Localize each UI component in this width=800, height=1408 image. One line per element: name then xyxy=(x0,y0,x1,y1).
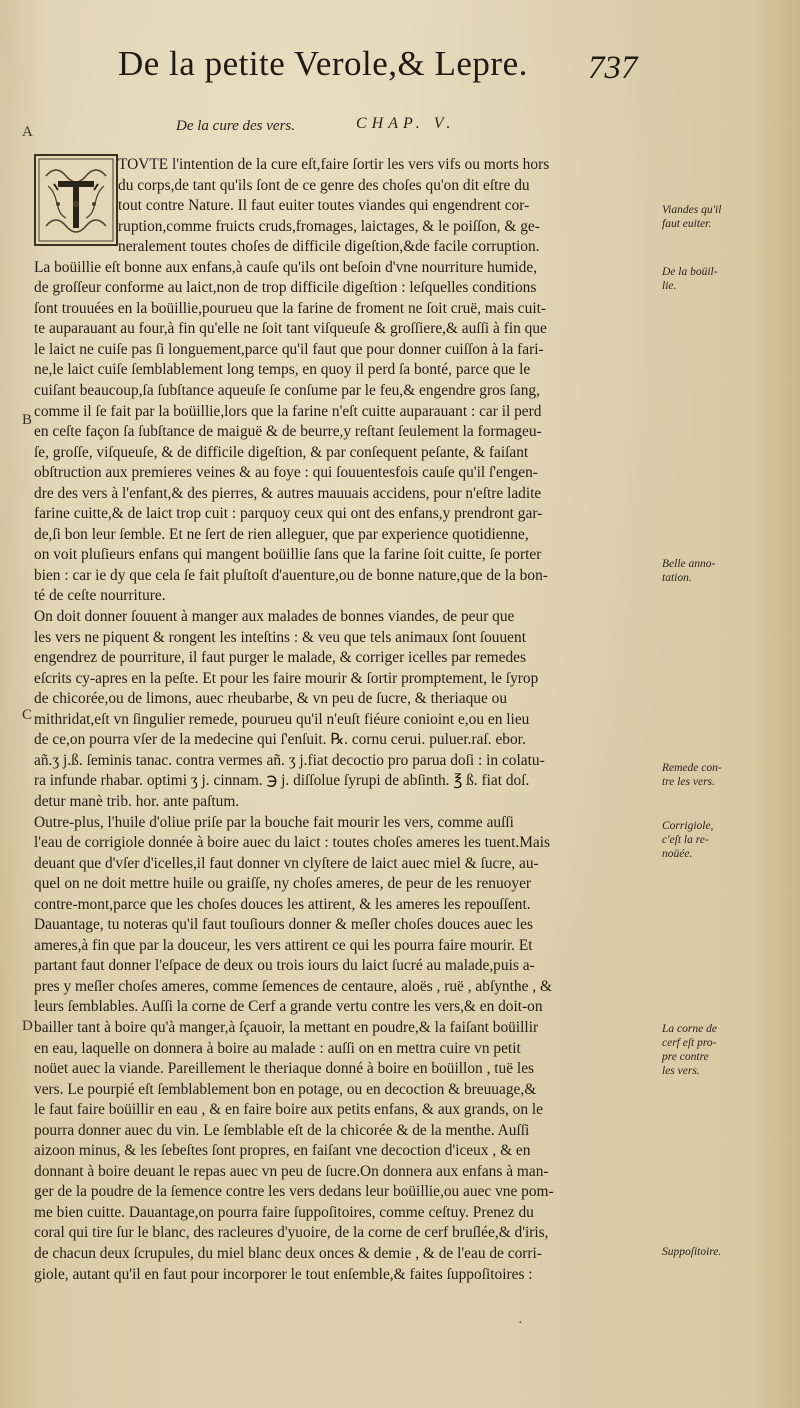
section-letter-d: D xyxy=(22,1018,33,1034)
text-line: coral qui tire ſur le blanc, des racleures d'yuoire, de la corne de cerf bruſlée,& d'iris, xyxy=(34,1224,549,1242)
text-line: dre des vers à l'enfant,& des pierres, & autres mauuais accidens, pour n'eſtre ladite xyxy=(34,484,542,502)
text-line: engendrez de pourriture, il faut purger le malade, & corriger icelles par remedes xyxy=(34,649,526,667)
text-line: me bien cuitte. Dauantage,on pourra faire ſuppoſitoires, comme ceſtuy. Prenez du xyxy=(34,1203,534,1221)
text-line: cuiſant beaucoup,ſa ſubſtance aqueuſe ſe conſume par le feu,& engendre gros ſang, xyxy=(34,382,540,400)
margin-note-annotation: Belle anno- tation. xyxy=(662,558,716,584)
text-line: le laict ne cuiſe pas ſi longuement,parce qu'il faut que pour donner cuiſſon à la fari- xyxy=(34,340,544,358)
text-line: obſtruction aux premieres veines & au foye : qui ſouuentesfois cauſe qu'il ſ'engen- xyxy=(34,464,538,482)
text-line: partant faut donner l'eſpace de deux ou trois iours du laict ſucré au malade,puis a- xyxy=(34,957,535,975)
text-line: tout contre Nature. Il faut euiter toutes viandes qui engendrent cor- xyxy=(118,197,530,215)
text-line: ruption,comme fruicts cruds,fromages, laictages, & le poiſſon, & ge- xyxy=(118,217,540,235)
ornament-icon xyxy=(36,156,116,244)
text-line: de groſſeur conforme au laict,non de trop difficile digeſtion : leſquelles conditions xyxy=(34,279,537,297)
text-line: en ceſte façon ſa ſubſtance de maiguë & de beurre,y reſtant ſeulement la formageu- xyxy=(34,423,542,441)
section-letter-c: C xyxy=(22,707,33,723)
text-line: vers. Le pourpié eſt ſemblablement bon en potage, ou en decoction & breuuage,& xyxy=(34,1080,537,1098)
text-line: té de ceſte nourriture. xyxy=(34,587,166,605)
chapter-title: De la cure des vers. xyxy=(176,118,295,134)
text-line: deuant que d'vſer d'icelles,il faut donner vn clyſtere de laict auec miel & ſucre, au- xyxy=(34,854,539,872)
page-mark: · xyxy=(518,1316,523,1331)
text-line: les vers ne piquent & rongent les inteſtins : & veu que tels animaux ſont ſouuent xyxy=(34,628,526,646)
text-line: te auparauant au four,à fin qu'elle ne ſoit tant viſqueuſe & groſſiere,& auſſi à fin que xyxy=(34,320,547,338)
chapter-label: CHAP. V. xyxy=(356,115,456,132)
text-line: pourra donner auec du vin. Le ſemblable eſt de la chicorée & de la menthe. Auſſi xyxy=(34,1121,530,1139)
text-line: leurs ſemblables. Auſſi la corne de Cerf a grande vertu contre les vers,& en doit-on xyxy=(34,998,543,1016)
text-line: TOVTE l'intention de la cure eſt,faire ſortir les vers vifs ou morts hors xyxy=(118,156,550,173)
text-line: on voit pluſieurs enfans qui mangent boüillie ſans que la farine ſoit cuitte, ſe porter xyxy=(34,546,542,564)
text-line: de ce,on pourra vſer de la medecine qui ſ'enſuit. ℞. cornu cerui. puluer.raſ. ebor. xyxy=(34,731,526,749)
margin-note-remede: Remede con- tre les vers. xyxy=(662,762,722,788)
text-line: ſe, groſſe, viſqueuſe, & de difficile digeſtion, & par conſequent peſante, & faiſant xyxy=(34,443,529,461)
body-text xyxy=(34,155,658,1306)
text-line: de,ſi bon leur ſemble. Et ne ſert de rien alleguer, que par experience quotidienne, xyxy=(34,525,529,543)
decorated-initial-t xyxy=(34,154,118,246)
margin-note-corrigiole: Corrigiole, c'eſt la re- noüée. xyxy=(662,820,714,860)
margin-note-corne-de-cerf: La corne de cerf eſt pro- pre contre les vers. xyxy=(662,1023,717,1077)
margin-note-bouillie: De la boüil- lie. xyxy=(662,266,718,292)
text-line: On doit donner ſouuent à manger aux malades de bonnes viandes, de peur que xyxy=(34,608,515,626)
text-line xyxy=(34,1285,658,1306)
text-line: noüet auec la viande. Pareillement le theriaque donné à boire en boüillon , tuë les xyxy=(34,1060,535,1078)
text-line: ſont trouuées en la boüillie,pourueu que la farine de froment ne ſoit cruë, mais cuit- xyxy=(34,299,546,317)
text-line: pres y meſler choſes ameres, comme ſemences de centaure, aloës , ruë , abſynthe , & xyxy=(34,977,552,995)
text-line: contre-mont,parce que les choſes douces les attirent, & les ameres les repouſſent. xyxy=(34,895,531,913)
text-line: giole, autant qu'il en faut pour incorporer le tout enſemble,& faites ſuppoſitoires : xyxy=(34,1265,533,1283)
text-line: bien : car ie dy que cela ſe fait pluſtoſt d'auenture,ou de bonne nature,que de la bon- xyxy=(34,566,548,584)
text-line: donnant à boire deuant le repas auec vn peu de ſucre.On donnera aux enfans à man- xyxy=(34,1162,549,1180)
text-line: comme il ſe fait par la boüillie,lors que la farine n'eſt cuitte auparauant : car il perd xyxy=(34,402,542,420)
text-line: quel on ne doit mettre huile ou graiſſe, ny choſes ameres, de peur de les renuoyer xyxy=(34,875,532,893)
text-line: l'eau de corrigiole donnée à boire auec du laict : toutes choſes ameres les tuent.Mais xyxy=(34,834,551,852)
text-line: bailler tant à boire qu'à manger,à ſçauoir, la mettant en poudre,& la faiſant boüillir xyxy=(34,1018,539,1036)
text-line: de chicorée,ou de limons, auec rheubarbe, & vn peu de ſucre, & theriaque ou xyxy=(34,690,508,708)
text-line: detur manè trib. hor. ante paſtum. xyxy=(34,792,240,810)
section-letter-a: A xyxy=(22,124,33,140)
text-line: Dauantage, tu noteras qu'il faut touſiours donner & meſler choſes douces auec les xyxy=(34,916,533,934)
text-line: ne,le laict cuiſe ſemblablement long temps, en quoy il perd ſa bonté, parce que le xyxy=(34,361,531,379)
running-title: De la petite Verole,& Lepre. xyxy=(118,44,528,83)
text-line: le faut faire boüillir en eau , & en faire boire aux petits enfans, & aux grands, on le xyxy=(34,1101,543,1119)
text-line: mithridat,eſt vn ſingulier remede, pourueu qu'il n'euſt fiéure conioint e,ou en lieu xyxy=(34,710,530,728)
text-line: ameres,à fin que par la douceur, les vers attirent ce qui les pourra faire mourir. Et xyxy=(34,936,533,954)
text-line: farine cuitte,& de laict trop cuit : parquoy ceux qui ont des enfans,y prendront gar- xyxy=(34,505,543,523)
text-line: neralement toutes choſes de difficile digeſtion,&de facile corruption. xyxy=(118,238,540,256)
section-letter-b: B xyxy=(22,412,33,428)
text-line: eſcrits cy-apres en la peſte. Et pour les faire mourir & ſortir promptement, le ſyrop xyxy=(34,669,539,687)
text-line: en eau, laquelle on donnera à boire au malade : auſſi on en mettra cuire vn petit xyxy=(34,1039,521,1057)
text-line: ra infunde rhabar. optimi ʒ j. cinnam. ℈ j. diſſolue ſyrupi de abſinth. ℥ ß. fiat doſ. xyxy=(34,772,530,790)
margin-note-suppositoire: Suppoſitoire. xyxy=(662,1246,722,1258)
text-line: aizoon minus, & les ſebeſtes ſont propres, en faiſant vne decoction d'iceux , & en xyxy=(34,1142,531,1160)
text-line: Outre-plus, l'huile d'oliue priſe par la bouche fait mourir les vers, comme auſſi xyxy=(34,813,514,831)
text-line: La boüillie eſt bonne aux enfans,à cauſe qu'ils ont beſoin d'vne nourriture humide, xyxy=(34,258,538,276)
text-line: añ.ʒ j.ß. ſeminis tanac. contra vermes añ. ʒ j.fiat decoctio pro parua doſi : in colatu- xyxy=(34,751,545,769)
text-line: ger de la poudre de la ſemence contre les vers dedans leur boüillie,ou auec vne pom- xyxy=(34,1183,554,1201)
margin-note-viandes: Viandes qu'il faut euiter. xyxy=(662,204,722,230)
text-line: du corps,de tant qu'ils ſont de ce genre des choſes qu'on dit eſtre du xyxy=(118,176,530,194)
text-line: de chacun deux ſcrupules, du miel blanc deux onces & demie , & de l'eau de corri- xyxy=(34,1244,542,1262)
page-number: 737 xyxy=(588,50,638,86)
